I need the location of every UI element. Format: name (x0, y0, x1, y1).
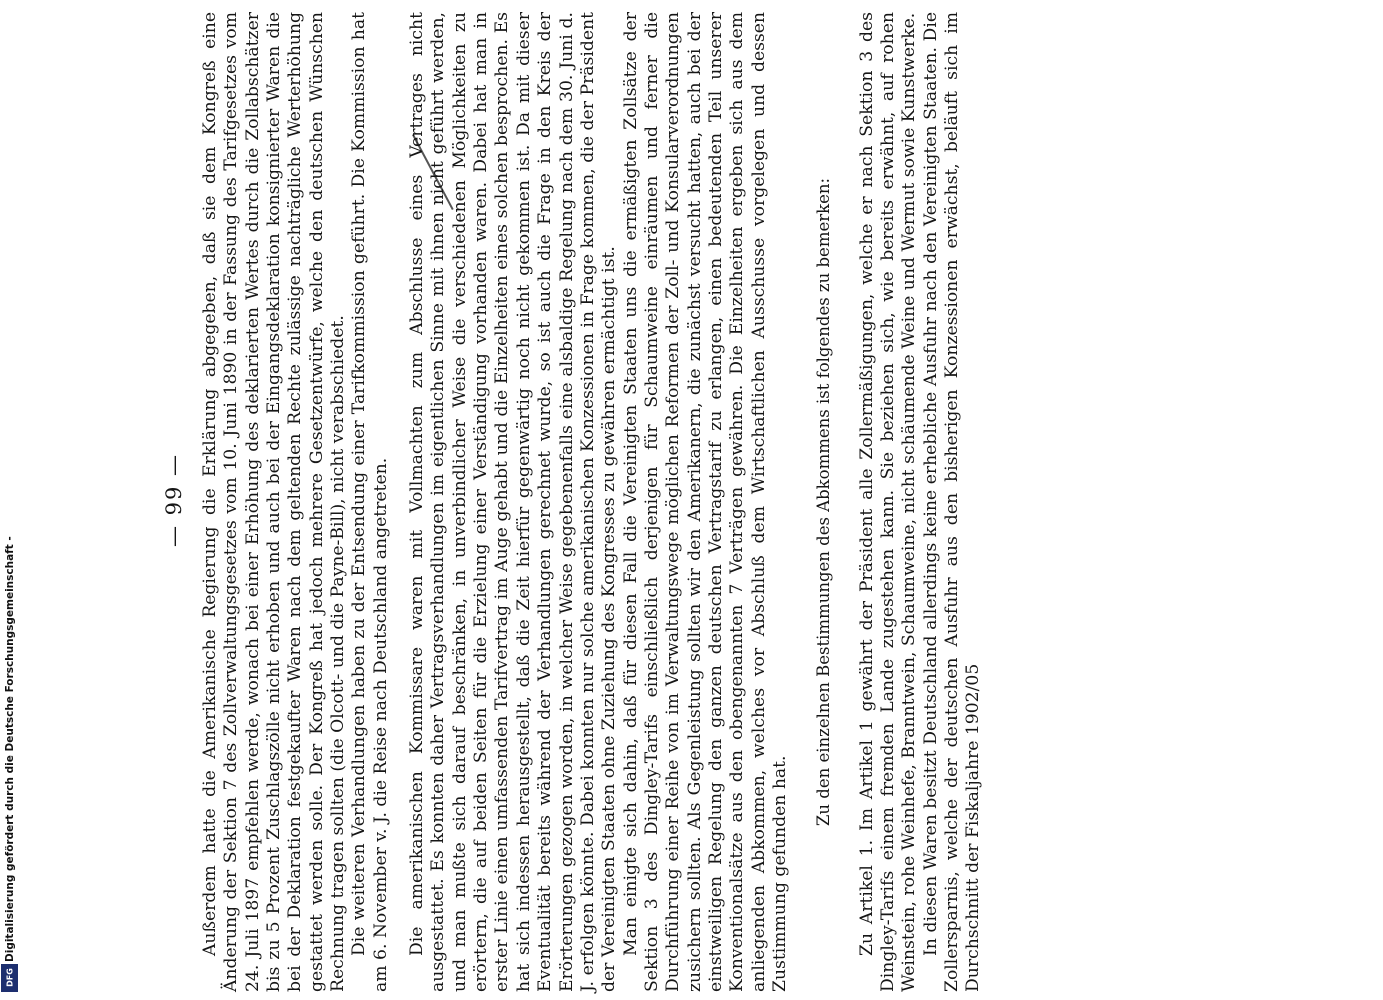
paragraph-7: In diesen Waren besitzt Deutschland allerdings keine erhebliche Ausfuhr nach den Vereinigten Staaten. Die Zollersparnis, welche der deutschen Ausfuhr aus den bisherigen Konzessionen erwächst, beläuft sich im Durchschnitt der Fiskaljahre 1902/05 (920, 12, 984, 992)
paragraph-article-1: Zu Artikel 1. Im Artikel 1 gewährt der Präsident alle Zollermäßigungen, welche er nach Sektion 3 des Dingley-Tarifs einem fremden Lande zugestehen kann. Sie beziehen sich, wie bereits erwähnt, auf rohen Weinstein, rohe Weinhefe, Branntwein, Schaumweine, nicht schäumende Weine und Wermut sowie Kunstwerke. (856, 12, 920, 992)
page-number: — 99 — (162, 452, 186, 548)
dfg-logo (1, 964, 18, 992)
paragraph-2: Die weiteren Verhandlungen haben zu der Entsendung einer Tarifkommission geführt. Die Kommission hat am 6. November v. J. die Reise nach Deutschland angetreten. (349, 12, 391, 992)
section-heading: Zu den einzelnen Bestimmungen des Abkommens ist folgendes zu bemerken: (814, 177, 834, 827)
paragraph-3: Die amerikanischen Kommissare waren mit Vollmachten zum Abschlusse eines Vertrages nicht ausgestattet. Es konnten daher Vertragsverhandlungen im eigentlichen Sinne mit ihnen nicht geführt werden, und man mußte sich darauf beschränken, in unverbindlicher Weise die verschiedenen Möglichkeiten zu erörtern, die auf beiden Seiten für die Erzielung einer Verständigung vorhanden waren. Dabei hat man in erster Linie einen umfassenden Tarifvertrag im Auge gehabt und die Einzelheiten eines solchen besprochen. Es hat sich indessen herausgestellt, daß die Zeit hierfür gegenwärtig noch nicht gekommen ist. Da mit dieser Eventualität bereits während der Verhandlungen gerechnet wurde, so ist auch die Frage in den Kreis der Erörterungen gezogen worden, in welcher Weise gegebenenfalls eine alsbaldige Regelung nach dem 30. Juni d. J. erfolgen könnte. Dabei konnten nur solche amerikanischen Konzessionen in Frage kommen, die der Präsident der Vereinigten Staaten ohne Zuziehung des Kongresses zu gewähren ermächtigt ist. (407, 12, 620, 992)
body-text (200, 12, 985, 992)
page-content (160, 0, 1020, 1000)
dfg-logo-text: DFG (5, 968, 15, 987)
digitization-credit: Digitalisierung gefördert durch die Deutsche Forschungsgemeinschaft - (4, 536, 16, 962)
scanned-page (160, 0, 1020, 1000)
paragraph-1: Außerdem hatte die Amerikanische Regierung die Erklärung abgegeben, daß sie dem Kongreß eine Änderung der Sektion 7 des Zollverwaltungsgesetzes vom 10. Juni 1890 in der Fassung des Tarifgesetzes vom 24. Juli 1897 empfehlen werde, wonach bei einer Erhöhung des deklarierten Wertes durch die Zollabschätzer bis zu 5 Prozent Zuschlagszölle nicht erhoben und auch bei der Eingangsdeklaration konsignierter Waren die bei der Deklaration festgekaufter Waren nach dem geltenden Rechte zulässige nachträgliche Werterhöhung gestattet werden solle. Der Kongreß hat jedoch mehrere Gesetzentwürfe, welche den deutschen Wünschen Rechnung tragen sollten (die Olcott- und die Payne-Bill), nicht verabschiedet. (200, 12, 349, 992)
paragraph-4: Man einigte sich dahin, daß für diesen Fall die Vereinigten Staaten uns die ermäßigten Zollsätze der Sektion 3 des Dingley-Tarifs einschließlich derjenigen für Schaumweine einräumen und ferner die Durchführung einer Reihe von im Verwaltungswege möglichen Reformen der Zoll- und Konsularverordnungen zusichern sollten. Als Gegenleistung sollten wir den Amerikanern, die zunächst versucht hatten, auch bei der einstweiligen Regelung den ganzen deutschen Vertragstarif zu erlangen, einen bedeutenden Teil unserer Konventionalsätze aus den obengenannten 7 Verträgen gewähren. Die Einzelheiten ergeben sich aus dem anliegenden Abkommen, welches vor Abschluß dem Wirtschaftlichen Ausschusse vorgelegen und dessen Zustimmung gefunden hat. (620, 12, 790, 992)
sidebar (0, 0, 20, 1000)
